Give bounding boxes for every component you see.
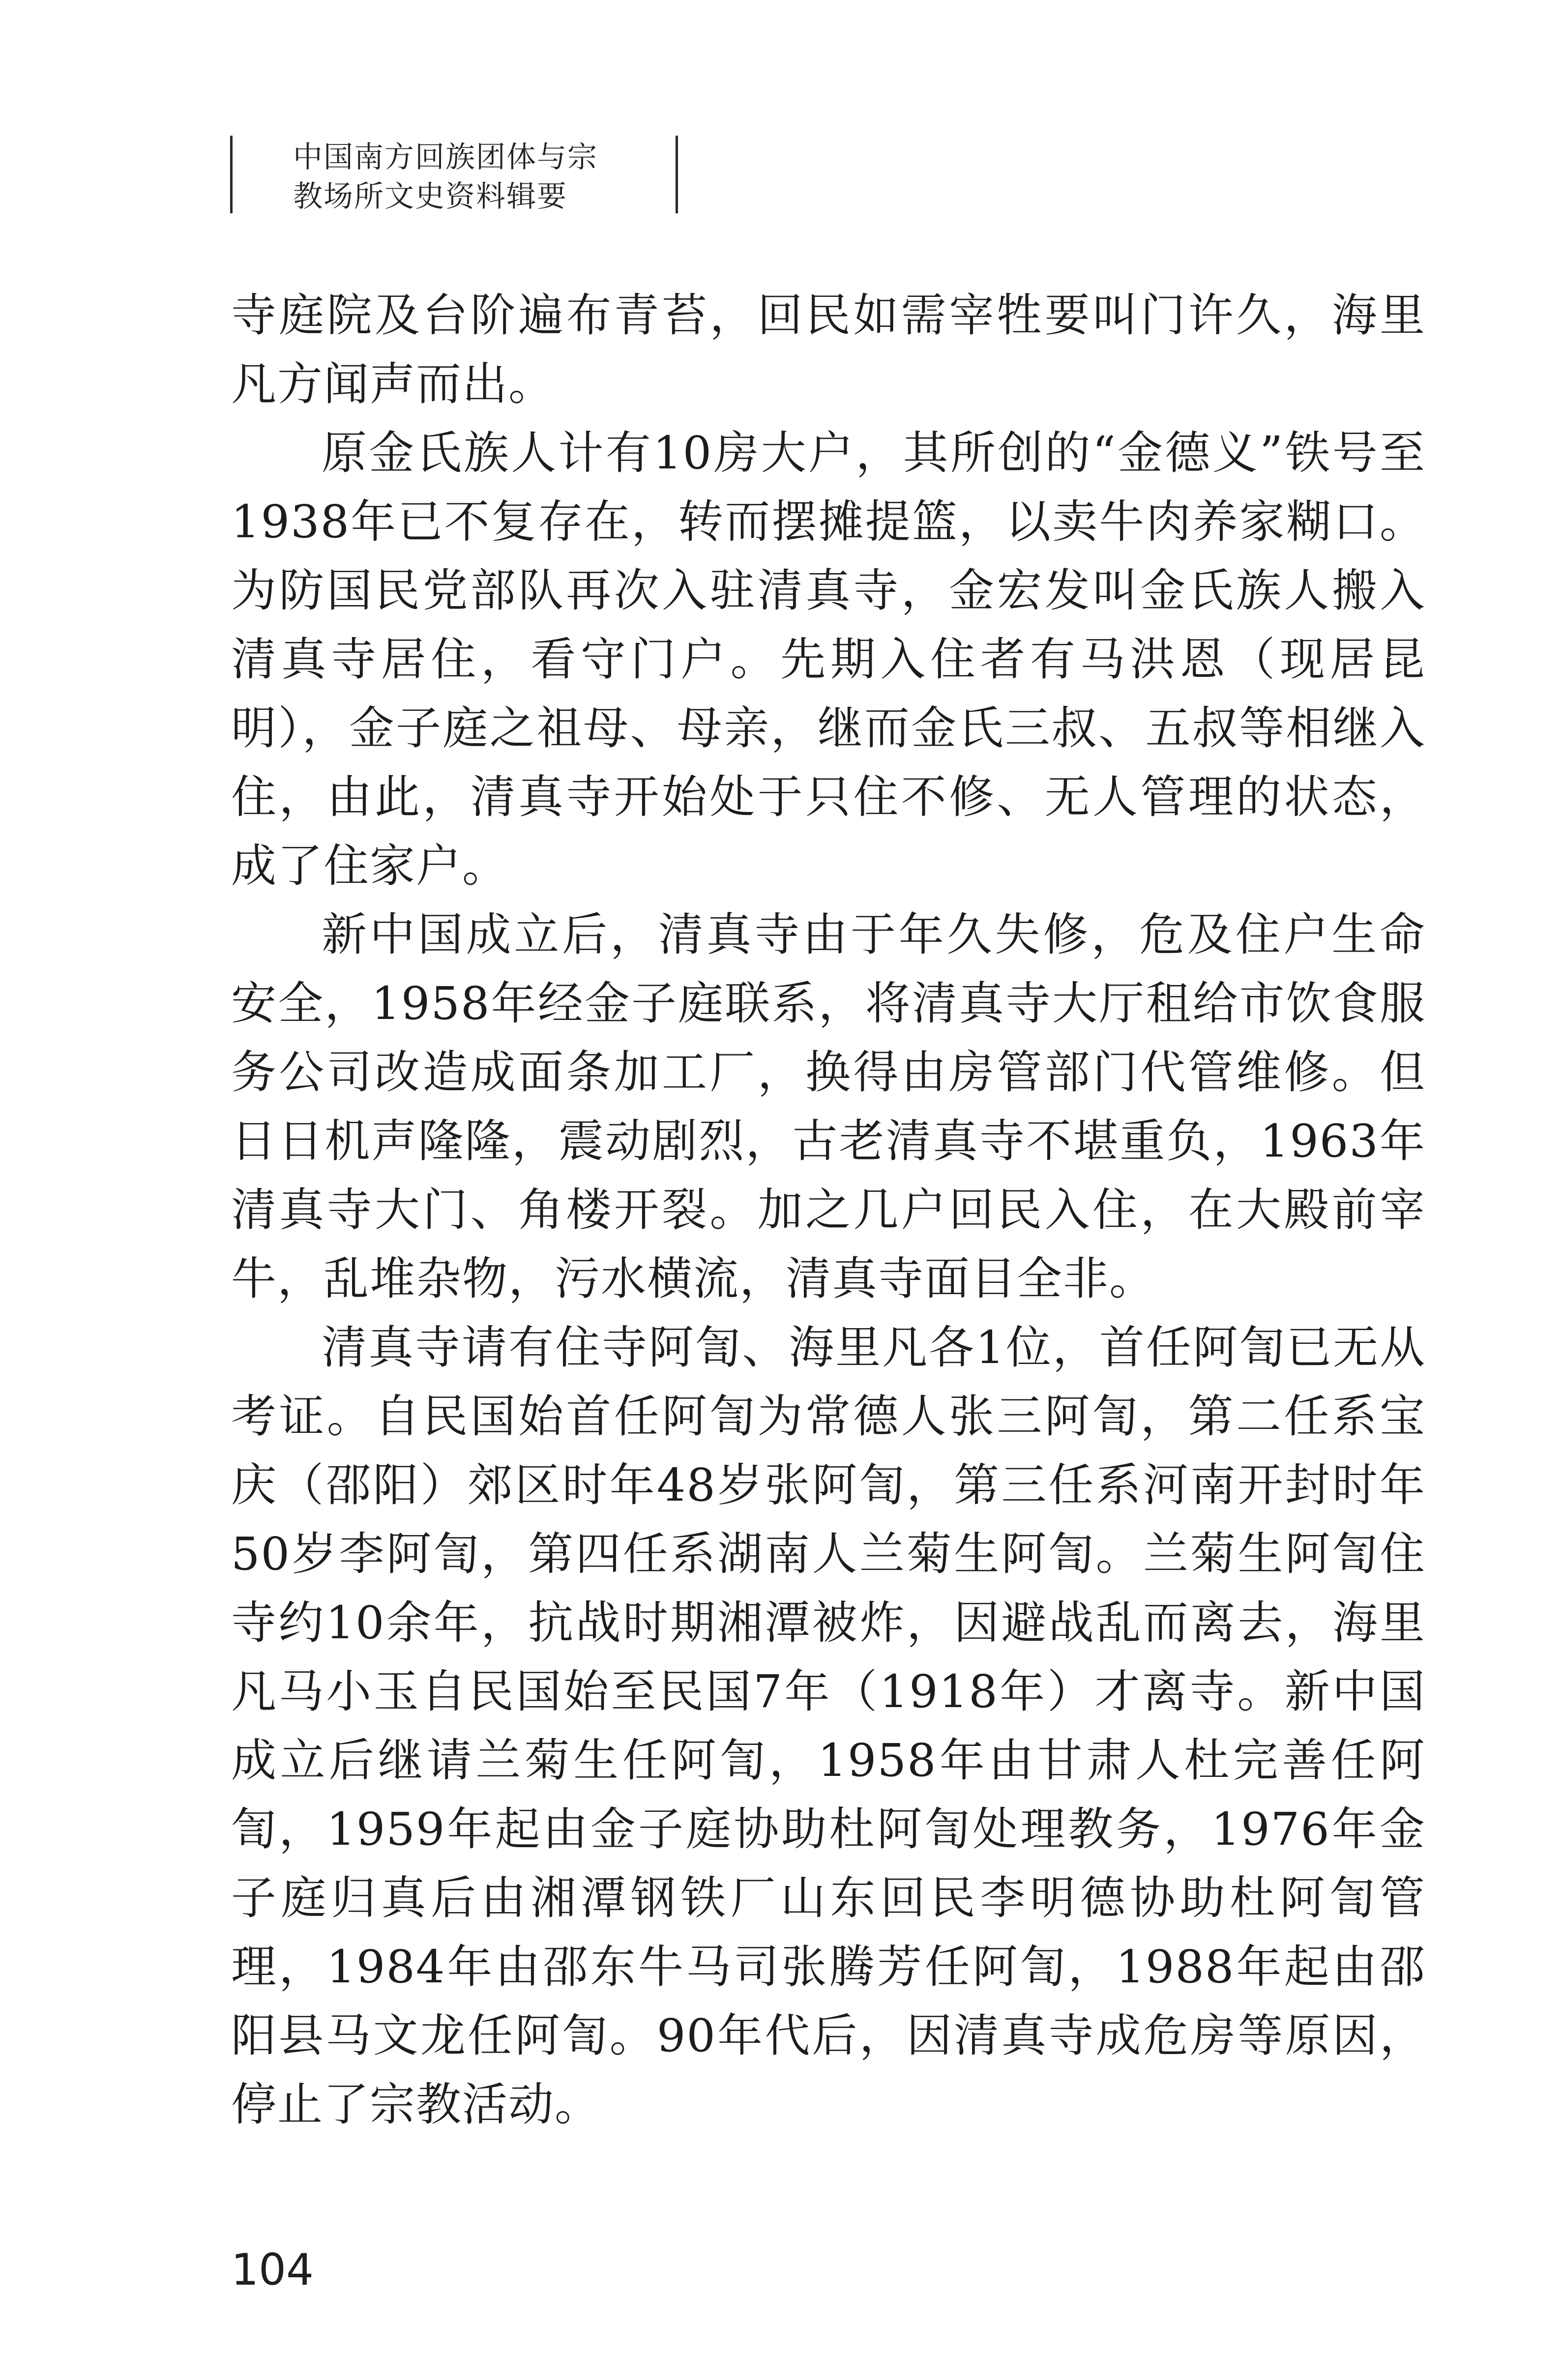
header-title (293, 138, 647, 216)
header-title-line-1: 中国南方回族团体与宗 (293, 140, 598, 174)
paragraph-after-1949: 新中国成立后，清真寺由于年久失修，危及住户生命安全，1958年经金子庭联系，将清真寺大厅租给市饮食服务公司改造成面条加工厂，换得由房管部门代管维修。但日日机声隆隆，震动剧烈，古老清真寺不堪重负，1963年清真寺大门、角楼开裂。加之几户回民入住，在大殿前宰牛，乱堆杂物，污水横流，清真寺面目全非。 (231, 908, 1426, 1305)
header-title-line-2: 教场所文史资料辑要 (293, 179, 567, 214)
header-left-rule (230, 136, 233, 213)
header-right-rule (676, 136, 678, 213)
paragraph-continued: 寺庭院及台阶遍布青苔，回民如需宰牲要叫门许久，海里凡方闻声而出。 (231, 289, 1426, 410)
running-header (230, 133, 682, 216)
page-number: 104 (231, 2244, 314, 2295)
paragraph-imams: 清真寺请有住寺阿訇、海里凡各1位，首任阿訇已无从考证。自民国始首任阿訇为常德人张三阿訇，第二任系宝庆（邵阳）郊区时年48岁张阿訇，第三任系河南开封时年50岁李阿訇，第四任系湖南人兰菊生阿訇。兰菊生阿訇住寺约10余年，抗战时期湘潭被炸，因避战乱而离去，海里凡马小玉自民国始至民国7年（1918年）才离寺。新中国成立后继请兰菊生任阿訇，1958年由甘肃人杜完善任阿訇，1959年起由金子庭协助杜阿訇处理教务，1976年金子庭归真后由湘潭钢铁厂山东回民李明德协助杜阿訇管理，1984年由邵东牛马司张腾芳任阿訇，1988年起由邵阳县马文龙任阿訇。90年代后，因清真寺成危房等原因，停止了宗教活动。 (231, 1321, 1426, 2131)
body-text (231, 281, 1426, 2139)
paragraph-jin-clan: 原金氏族人计有10房大户，其所创的“金德义”铁号至1938年已不复存在，转而摆摊提篮，以卖牛肉养家糊口。为防国民党部队再次入驻清真寺，金宏发叫金氏族人搬入清真寺居住，看守门户。先期入住者有马洪恩（现居昆明），金子庭之祖母、母亲，继而金氏三叔、五叔等相继入住，由此，清真寺开始处于只住不修、无人管理的状态，成了住家户。 (231, 427, 1426, 892)
